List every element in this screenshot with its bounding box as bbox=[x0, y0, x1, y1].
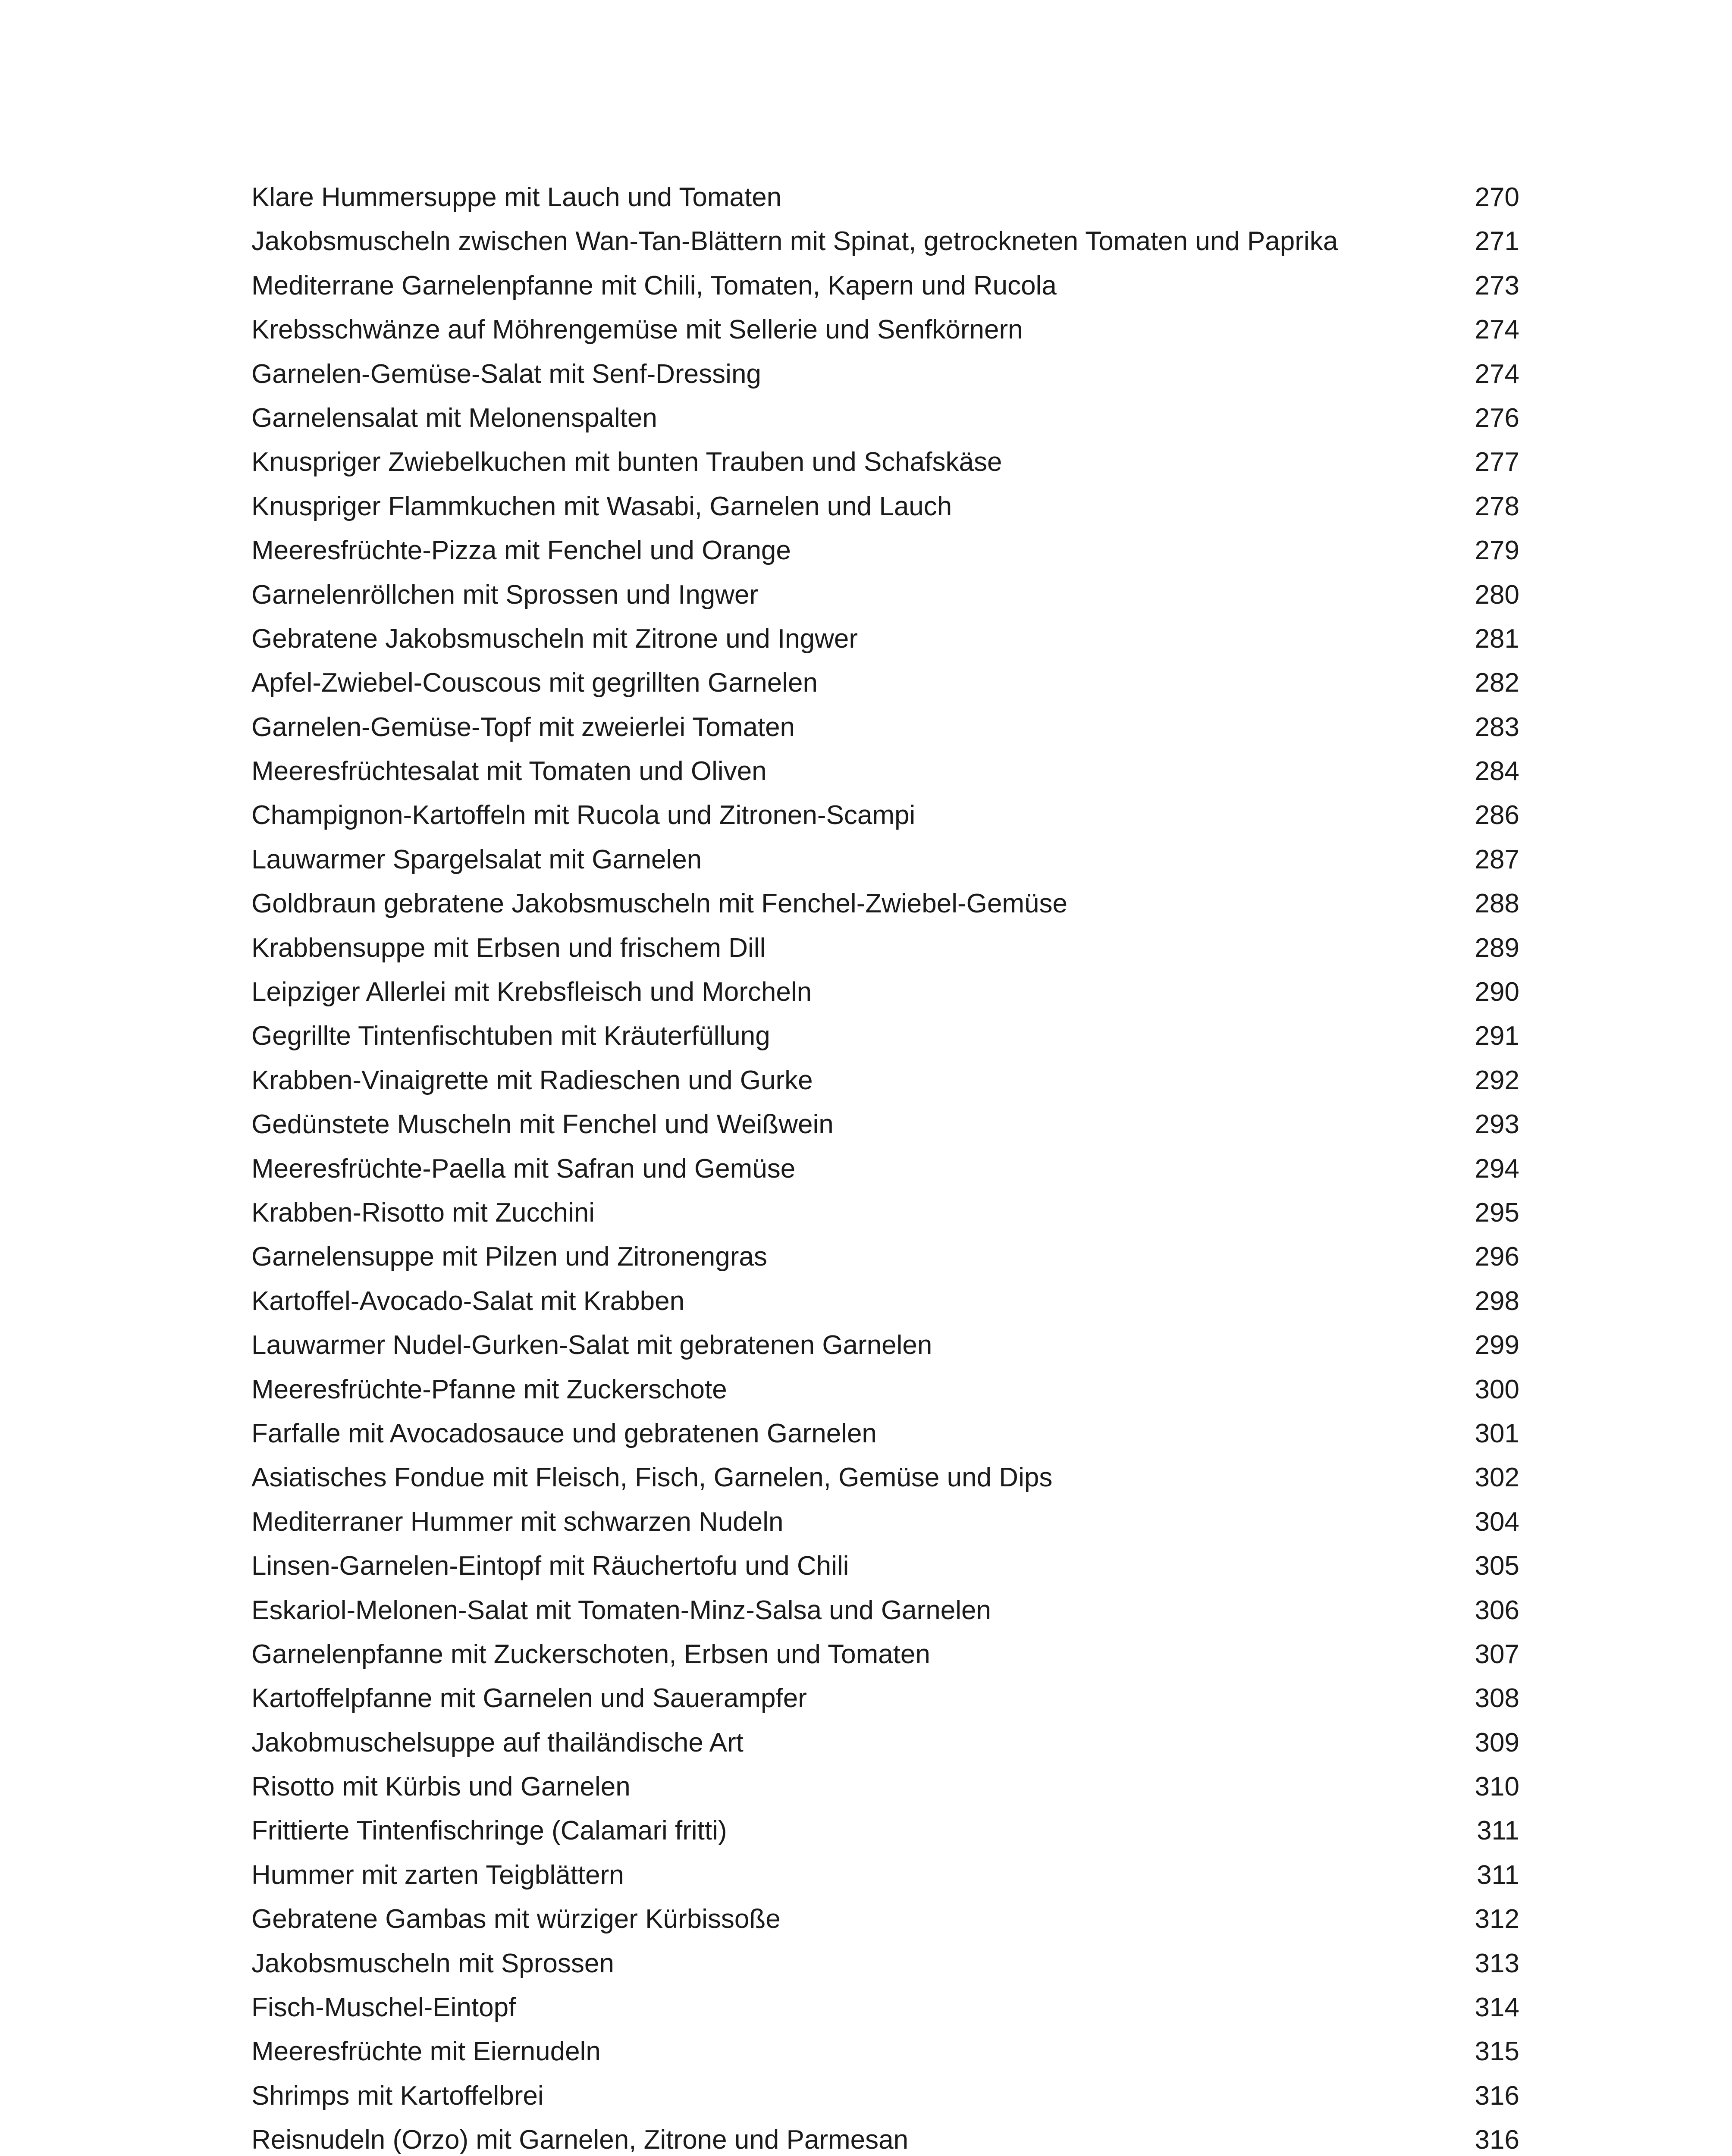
toc-entry bbox=[251, 1197, 1519, 1241]
toc-entry-title: Gegrillte Tintenfischtuben mit Kräuterfüllung bbox=[251, 1021, 770, 1051]
toc-entry-title: Garnelenpfanne mit Zuckerschoten, Erbsen und Tomaten bbox=[251, 1639, 930, 1669]
toc-entry-page: 311 bbox=[1477, 1860, 1519, 1890]
toc-entry bbox=[251, 1948, 1519, 1992]
toc-entry-title: Jakobsmuscheln mit Sprossen bbox=[251, 1948, 614, 1978]
toc-entry bbox=[251, 1815, 1519, 1859]
toc-entry-page: 316 bbox=[1475, 2125, 1519, 2155]
toc-entry bbox=[251, 755, 1519, 799]
toc-entry-title: Eskariol-Melonen-Salat mit Tomaten-Minz-Salsa und Garnelen bbox=[251, 1595, 991, 1625]
toc-entry bbox=[251, 1506, 1519, 1550]
toc-entry bbox=[251, 623, 1519, 667]
toc-entry-page: 280 bbox=[1475, 580, 1519, 610]
toc-entry bbox=[251, 1550, 1519, 1594]
toc-entry-page: 277 bbox=[1475, 447, 1519, 477]
toc-entry-page: 302 bbox=[1475, 1463, 1519, 1493]
toc-entry-title: Mediterrane Garnelenpfanne mit Chili, Tomaten, Kapern und Rucola bbox=[251, 270, 1057, 301]
toc-entry-title: Kartoffelpfanne mit Garnelen und Sauerampfer bbox=[251, 1683, 807, 1714]
toc-entry bbox=[251, 844, 1519, 888]
toc-entry-title: Champignon-Kartoffeln mit Rucola und Zitronen-Scampi bbox=[251, 800, 916, 830]
toc-entry bbox=[251, 711, 1519, 755]
toc-entry-title: Garnelensalat mit Melonenspalten bbox=[251, 403, 657, 433]
toc-entry-title: Fisch-Muschel-Eintopf bbox=[251, 1993, 516, 2023]
toc-entry bbox=[251, 1109, 1519, 1153]
toc-entry-title: Meeresfrüchte-Pfanne mit Zuckerschote bbox=[251, 1374, 727, 1404]
toc-entry bbox=[251, 1903, 1519, 1947]
toc-entry bbox=[251, 1992, 1519, 2036]
toc-entry-page: 296 bbox=[1475, 1242, 1519, 1272]
toc-entry-title: Garnelen-Gemüse-Salat mit Senf-Dressing bbox=[251, 359, 761, 389]
toc-entry-page: 293 bbox=[1475, 1109, 1519, 1140]
toc-entry bbox=[251, 2080, 1519, 2124]
toc-entry-page: 306 bbox=[1475, 1595, 1519, 1625]
toc-entry-title: Goldbraun gebratene Jakobsmuscheln mit Fenchel-Zwiebel-Gemüse bbox=[251, 889, 1067, 919]
toc-entry bbox=[251, 402, 1519, 446]
toc-entry-title: Krabben-Vinaigrette mit Radieschen und Gurke bbox=[251, 1065, 813, 1095]
toc-entry-page: 300 bbox=[1475, 1374, 1519, 1404]
toc-entry-page: 284 bbox=[1475, 756, 1519, 787]
toc-entry-page: 287 bbox=[1475, 844, 1519, 874]
toc-entry-page: 307 bbox=[1475, 1639, 1519, 1669]
toc-entry bbox=[251, 1771, 1519, 1815]
toc-entry bbox=[251, 2036, 1519, 2080]
toc-entry-page: 278 bbox=[1475, 491, 1519, 521]
toc-entry-title: Lauwarmer Spargelsalat mit Garnelen bbox=[251, 844, 702, 874]
toc-entry bbox=[251, 1329, 1519, 1373]
toc-entry bbox=[251, 579, 1519, 623]
toc-entry-title: Garnelensuppe mit Pilzen und Zitronengras bbox=[251, 1242, 767, 1272]
toc-entry-title: Meeresfrüchte-Paella mit Safran und Gemüse bbox=[251, 1153, 796, 1184]
toc-entry bbox=[251, 358, 1519, 402]
toc-entry-page: 305 bbox=[1475, 1551, 1519, 1581]
toc-entry-title: Leipziger Allerlei mit Krebsfleisch und Morcheln bbox=[251, 977, 812, 1007]
toc-entry bbox=[251, 2124, 1519, 2156]
toc-entry-page: 282 bbox=[1475, 668, 1519, 698]
toc-entry-page: 304 bbox=[1475, 1507, 1519, 1537]
toc-entry-page: 314 bbox=[1475, 1993, 1519, 2023]
toc-entry bbox=[251, 491, 1519, 535]
toc-entry-page: 295 bbox=[1475, 1197, 1519, 1228]
toc-entry-title: Meeresfrüchte mit Eiernudeln bbox=[251, 2037, 601, 2067]
toc-entry-title: Farfalle mit Avocadosauce und gebratenen Garnelen bbox=[251, 1418, 877, 1448]
toc-entry bbox=[251, 535, 1519, 579]
toc-entry-page: 311 bbox=[1477, 1816, 1519, 1846]
toc-entry-page: 273 bbox=[1475, 270, 1519, 301]
toc-entry-title: Asiatisches Fondue mit Fleisch, Fisch, Garnelen, Gemüse und Dips bbox=[251, 1463, 1053, 1493]
toc-entry bbox=[251, 446, 1519, 490]
toc-entry-page: 281 bbox=[1475, 624, 1519, 654]
toc-entry-title: Knuspriger Zwiebelkuchen mit bunten Trauben und Schafskäse bbox=[251, 447, 1002, 477]
toc-entry bbox=[251, 1683, 1519, 1727]
toc-entry bbox=[251, 1153, 1519, 1197]
toc-entry-page: 316 bbox=[1475, 2081, 1519, 2111]
toc-entry bbox=[251, 1020, 1519, 1064]
toc-entry-page: 279 bbox=[1475, 536, 1519, 566]
toc-entry bbox=[251, 1595, 1519, 1639]
toc-entry-page: 299 bbox=[1475, 1330, 1519, 1360]
toc-entry-page: 292 bbox=[1475, 1065, 1519, 1095]
toc-entry-title: Reisnudeln (Orzo) mit Garnelen, Zitrone und Parmesan bbox=[251, 2125, 909, 2155]
toc-entry-page: 310 bbox=[1475, 1772, 1519, 1802]
toc-entry-page: 274 bbox=[1475, 315, 1519, 345]
toc-entry-title: Meeresfrüchte-Pizza mit Fenchel und Orange bbox=[251, 536, 791, 566]
toc-entry bbox=[251, 799, 1519, 843]
toc-entry-title: Jakobsmuscheln zwischen Wan-Tan-Blättern mit Spinat, getrockneten Tomaten und Paprika bbox=[251, 226, 1338, 257]
toc-entry-title: Jakobmuschelsuppe auf thailändische Art bbox=[251, 1727, 744, 1758]
toc-entry-title: Kartoffel-Avocado-Salat mit Krabben bbox=[251, 1286, 685, 1316]
toc-entry-page: 315 bbox=[1475, 2037, 1519, 2067]
toc-entry-page: 308 bbox=[1475, 1683, 1519, 1714]
toc-entry-title: Shrimps mit Kartoffelbrei bbox=[251, 2081, 544, 2111]
toc-entry-title: Meeresfrüchtesalat mit Tomaten und Oliven bbox=[251, 756, 767, 787]
toc-entry-title: Hummer mit zarten Teigblättern bbox=[251, 1860, 624, 1890]
toc-entry-page: 309 bbox=[1475, 1727, 1519, 1758]
toc-entry bbox=[251, 1859, 1519, 1903]
toc-entry-title: Krebsschwänze auf Möhrengemüse mit Sellerie und Senfkörnern bbox=[251, 315, 1023, 345]
toc-entry bbox=[251, 932, 1519, 976]
toc-entry-title: Krabben-Risotto mit Zucchini bbox=[251, 1197, 595, 1228]
table-of-contents bbox=[251, 182, 1519, 2156]
toc-entry-title: Krabbensuppe mit Erbsen und frischem Dill bbox=[251, 933, 766, 963]
toc-entry bbox=[251, 1639, 1519, 1683]
toc-entry-page: 270 bbox=[1475, 182, 1519, 212]
toc-entry-title: Linsen-Garnelen-Eintopf mit Räuchertofu und Chili bbox=[251, 1551, 849, 1581]
toc-entry-title: Lauwarmer Nudel-Gurken-Salat mit gebratenen Garnelen bbox=[251, 1330, 932, 1360]
toc-entry bbox=[251, 1065, 1519, 1109]
toc-entry-title: Klare Hummersuppe mit Lauch und Tomaten bbox=[251, 182, 782, 212]
toc-entry-page: 288 bbox=[1475, 889, 1519, 919]
toc-entry-title: Garnelen-Gemüse-Topf mit zweierlei Tomaten bbox=[251, 712, 795, 742]
toc-entry-page: 291 bbox=[1475, 1021, 1519, 1051]
toc-entry bbox=[251, 314, 1519, 358]
toc-entry bbox=[251, 1727, 1519, 1771]
toc-entry bbox=[251, 1285, 1519, 1329]
toc-entry-page: 274 bbox=[1475, 359, 1519, 389]
toc-entry bbox=[251, 1418, 1519, 1462]
toc-entry-title: Garnelenröllchen mit Sprossen und Ingwer bbox=[251, 580, 759, 610]
toc-entry-page: 271 bbox=[1475, 226, 1519, 257]
toc-entry-page: 298 bbox=[1475, 1286, 1519, 1316]
toc-entry bbox=[251, 1241, 1519, 1285]
toc-entry-title: Knuspriger Flammkuchen mit Wasabi, Garnelen und Lauch bbox=[251, 491, 952, 521]
toc-entry bbox=[251, 1374, 1519, 1418]
toc-entry bbox=[251, 182, 1519, 226]
toc-entry bbox=[251, 226, 1519, 270]
toc-entry bbox=[251, 667, 1519, 711]
toc-entry-title: Frittierte Tintenfischringe (Calamari fritti) bbox=[251, 1816, 727, 1846]
toc-entry bbox=[251, 1462, 1519, 1506]
toc-entry-page: 294 bbox=[1475, 1153, 1519, 1184]
toc-entry bbox=[251, 888, 1519, 932]
toc-entry-title: Risotto mit Kürbis und Garnelen bbox=[251, 1772, 631, 1802]
toc-entry-title: Gebratene Jakobsmuscheln mit Zitrone und Ingwer bbox=[251, 624, 858, 654]
toc-entry-page: 286 bbox=[1475, 800, 1519, 830]
toc-entry-page: 276 bbox=[1475, 403, 1519, 433]
toc-entry-title: Mediterraner Hummer mit schwarzen Nudeln bbox=[251, 1507, 784, 1537]
toc-entry-title: Apfel-Zwiebel-Couscous mit gegrillten Garnelen bbox=[251, 668, 818, 698]
toc-entry-page: 283 bbox=[1475, 712, 1519, 742]
toc-entry-title: Gebratene Gambas mit würziger Kürbissoße bbox=[251, 1904, 781, 1934]
toc-entry-page: 290 bbox=[1475, 977, 1519, 1007]
toc-entry-page: 312 bbox=[1475, 1904, 1519, 1934]
toc-entry-page: 301 bbox=[1475, 1418, 1519, 1448]
toc-entry bbox=[251, 976, 1519, 1020]
toc-entry-page: 289 bbox=[1475, 933, 1519, 963]
toc-entry-page: 313 bbox=[1475, 1948, 1519, 1978]
toc-entry bbox=[251, 270, 1519, 314]
toc-entry-title: Gedünstete Muscheln mit Fenchel und Weißwein bbox=[251, 1109, 834, 1140]
